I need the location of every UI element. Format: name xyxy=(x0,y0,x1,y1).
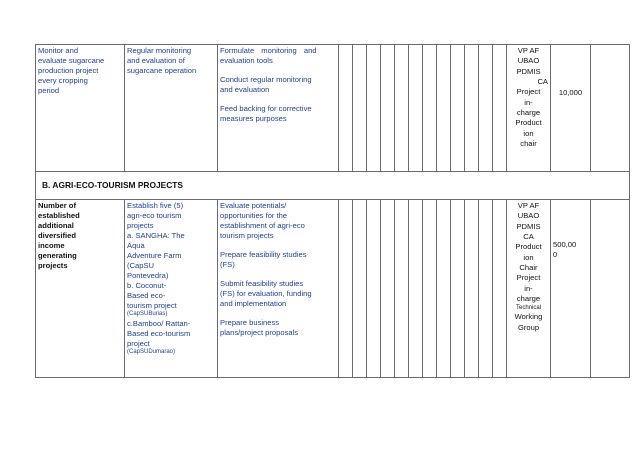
timeline-cell xyxy=(451,45,465,172)
activities-cell xyxy=(218,200,339,378)
timeline-cell xyxy=(381,45,395,172)
timeline-cell xyxy=(381,200,395,378)
objective-line: Monitor and xyxy=(38,46,79,55)
responsible-line: Working xyxy=(514,312,543,322)
responsible-line: UBAO xyxy=(517,56,540,66)
timeline-cell xyxy=(367,200,381,378)
strategy-line: project xyxy=(127,339,150,349)
timeline-cell xyxy=(423,45,437,172)
responsible-cell xyxy=(507,45,551,172)
timeline-cell xyxy=(339,45,353,172)
strategy-line: (CapSU xyxy=(127,261,155,271)
remarks-cell xyxy=(591,45,630,172)
campus-label: (CapSUDumarao) xyxy=(127,349,176,356)
responsible-line: PDMIS xyxy=(516,221,541,231)
objective-line: period xyxy=(38,86,60,96)
strategy-line: Establish five (5) xyxy=(127,201,184,210)
objective-line: production project xyxy=(38,66,99,76)
timeline-cell xyxy=(409,200,423,378)
activity-line: and implementation xyxy=(220,299,287,309)
strategy-line: Based eco-tourism xyxy=(127,329,191,339)
timeline-cell xyxy=(465,45,479,172)
budget-line: 0 xyxy=(553,250,558,260)
indicator-line: generating xyxy=(38,251,77,261)
activity-line: Submit feasibility studies xyxy=(220,279,304,289)
strategy-cell xyxy=(125,200,218,378)
timeline-cell xyxy=(339,200,353,378)
timeline-cell xyxy=(437,200,451,378)
table-row-monitoring xyxy=(36,45,630,172)
responsible-line: CA xyxy=(523,231,534,241)
objective-line: evaluate sugarcane xyxy=(38,56,105,66)
responsible-line: VP AF xyxy=(517,46,540,55)
responsible-line: PDMIS xyxy=(516,66,541,76)
activity-line: evaluation tools xyxy=(220,56,273,66)
timeline-cell xyxy=(395,200,409,378)
indicator-line: projects xyxy=(38,261,68,271)
strategy-line: sugarcane operation xyxy=(127,66,197,76)
activity-line: Formulate monitoring and xyxy=(220,46,317,55)
responsible-line: Product xyxy=(515,118,542,128)
timeline-cell xyxy=(437,45,451,172)
responsible-line: CA xyxy=(537,76,548,86)
budget-cell xyxy=(551,200,591,378)
strategy-line: projects xyxy=(127,221,154,231)
strategy-line: c.Bamboo/ Rattan- xyxy=(127,319,191,329)
activity-line: opportunities for the xyxy=(220,211,288,221)
activity-line: Prepare business xyxy=(220,318,280,328)
responsible-cell xyxy=(507,200,551,378)
activity-line: (FS) for evaluation, funding xyxy=(220,289,312,299)
objective-line: every cropping xyxy=(38,76,88,86)
timeline-cell xyxy=(451,200,465,378)
indicator-cell xyxy=(36,200,125,378)
responsible-line: Project xyxy=(516,273,541,283)
activity-line: plans/project proposals xyxy=(220,328,299,338)
responsible-line: in- xyxy=(524,97,533,107)
budget-value: 10,000 xyxy=(558,88,583,97)
strategy-line: and evaluation of xyxy=(127,56,185,66)
responsible-line: Group xyxy=(517,322,540,332)
budget-cell xyxy=(551,45,591,172)
timeline-cell xyxy=(493,45,507,172)
activity-line: Feed backing for corrective xyxy=(220,104,312,114)
timeline-cell xyxy=(423,200,437,378)
strategy-line: a. SANGHA: The xyxy=(127,231,185,241)
responsible-line: Project xyxy=(516,87,541,97)
strategy-cell xyxy=(125,45,218,172)
indicator-line: Number of xyxy=(38,201,76,210)
activity-line: Evaluate potentials/ xyxy=(220,201,287,210)
remarks-cell xyxy=(591,200,630,378)
strategy-line: agri-eco tourism xyxy=(127,211,182,221)
responsible-line: UBAO xyxy=(517,211,540,221)
activity-line: Conduct regular monitoring xyxy=(220,75,312,85)
activity-line: measures purposes xyxy=(220,114,287,124)
responsible-line: charge xyxy=(516,107,541,117)
responsible-line: VP AF xyxy=(517,201,540,210)
activity-line: tourism projects xyxy=(220,231,274,241)
timeline-cell xyxy=(353,200,367,378)
strategy-line: Regular monitoring xyxy=(127,46,192,55)
operational-plan-table xyxy=(35,44,630,378)
activities-cell xyxy=(218,45,339,172)
activity-line: (FS) xyxy=(220,260,235,270)
campus-label: (CapSUBurias) xyxy=(127,311,168,318)
timeline-cell xyxy=(479,200,493,378)
objective-cell xyxy=(36,45,125,172)
responsible-line: chair xyxy=(520,138,537,148)
activity-line: establishment of agri-eco xyxy=(220,221,305,231)
responsible-line: ion xyxy=(523,128,534,138)
timeline-cell xyxy=(353,45,367,172)
table-row-agri-eco-tourism xyxy=(36,200,630,378)
responsible-line: in- xyxy=(524,283,533,293)
strategy-line: Pontevedra) xyxy=(127,271,169,281)
strategy-line: Based eco- xyxy=(127,291,166,301)
activity-line: and evaluation xyxy=(220,85,270,95)
budget-line: 500,00 xyxy=(553,240,577,249)
section-title: B. AGRI-ECO-TOURISM PROJECTS xyxy=(36,172,630,200)
timeline-cell xyxy=(395,45,409,172)
indicator-line: established xyxy=(38,211,80,221)
responsible-line-small: Technical xyxy=(515,305,541,312)
timeline-cell xyxy=(367,45,381,172)
section-header-row xyxy=(36,172,630,200)
timeline-cell xyxy=(479,45,493,172)
responsible-line: Chair xyxy=(519,262,538,272)
timeline-cell xyxy=(465,200,479,378)
responsible-line: ion xyxy=(523,252,534,262)
responsible-line: charge xyxy=(516,293,541,303)
strategy-line: tourism project xyxy=(127,301,177,311)
strategy-line: Aqua xyxy=(127,241,145,251)
indicator-line: income xyxy=(38,241,65,251)
timeline-cell xyxy=(409,45,423,172)
timeline-cell xyxy=(493,200,507,378)
strategy-line: b. Coconut- xyxy=(127,281,167,291)
activity-line: Prepare feasibility studies xyxy=(220,250,307,260)
indicator-line: additional xyxy=(38,221,74,231)
strategy-line: Adventure Farm xyxy=(127,251,182,261)
responsible-line: Product xyxy=(515,242,542,252)
indicator-line: diversified xyxy=(38,231,76,241)
